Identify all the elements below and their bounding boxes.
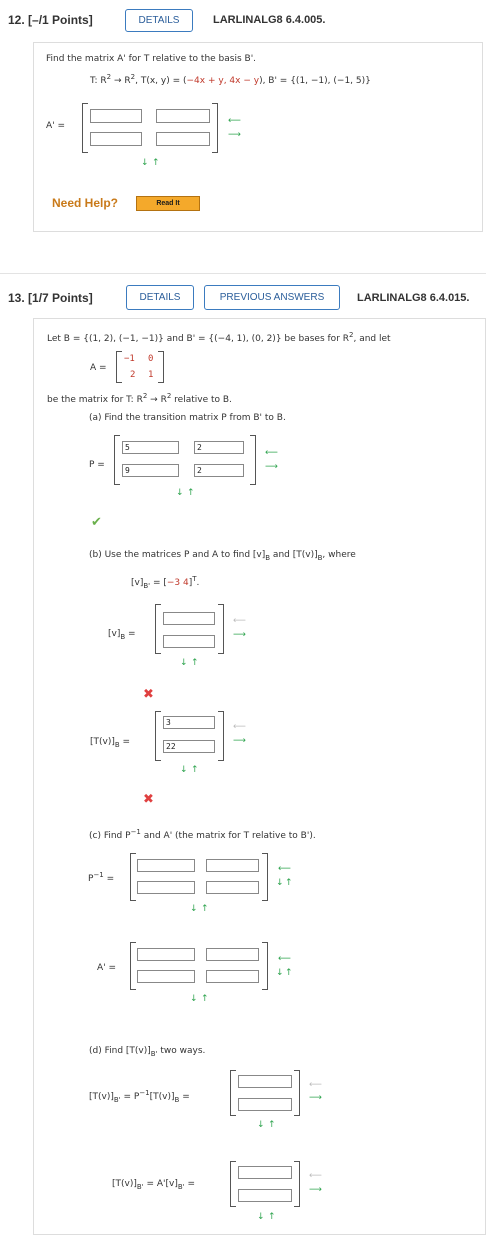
bracket-right: [158, 351, 164, 383]
bracket-right: [218, 711, 224, 761]
arrow-down-icon[interactable]: ↓: [141, 158, 149, 168]
arrow-up-icon[interactable]: ↑: [285, 878, 293, 888]
q12-aprime-12[interactable]: [156, 109, 210, 123]
q13-intro: Let B = {(1, 2), (−1, −1)} and B' = {(−4, 1), (0, 2)} be bases for $R^2$, and let: [47, 331, 391, 344]
q12-number: 12. [–/1 Points]: [8, 13, 93, 27]
arrow-up-icon[interactable]: ↑: [152, 158, 160, 168]
arrow-left-icon[interactable]: ⟵: [233, 722, 246, 732]
q13-number: 13. [1/7 Points]: [8, 291, 93, 305]
bracket-left: [82, 103, 88, 153]
check-icon: ✔: [91, 515, 102, 530]
cross-icon: ✖: [143, 687, 154, 702]
q13-be-the: be the matrix for T: $R^2 \to R^2$ relative to B.: [47, 392, 232, 405]
q13-code: LARLINALG8 6.4.015.: [357, 292, 470, 304]
d1-input-1[interactable]: [238, 1075, 292, 1088]
arrow-right-icon[interactable]: ⟶: [265, 462, 278, 472]
q12-code: LARLINALG8 6.4.005.: [213, 14, 326, 26]
arrow-down-icon[interactable]: ↓: [176, 488, 184, 498]
q12-aprime-21[interactable]: [90, 132, 142, 146]
q13-details-button[interactable]: DETAILS: [126, 285, 194, 310]
arrow-up-icon[interactable]: ↑: [268, 1212, 276, 1222]
pinv-input-12[interactable]: [206, 859, 259, 872]
q12-details-button[interactable]: DETAILS: [125, 9, 193, 32]
bracket-left: [155, 711, 161, 761]
arrow-down-icon[interactable]: ↓: [180, 658, 188, 668]
q13-previous-answers-button[interactable]: PREVIOUS ANSWERS: [204, 285, 340, 310]
matrix-a-11: −1: [124, 354, 135, 364]
q13-p-label: P =: [89, 460, 105, 470]
arrow-right-icon[interactable]: ⟶: [309, 1093, 322, 1103]
arrow-left-icon[interactable]: ⟵: [278, 864, 291, 874]
arrow-left-icon[interactable]: ⟵: [278, 954, 291, 964]
q13-part-d: (d) Find $[T(v)]_{B'}$ two ways.: [89, 1046, 206, 1058]
arrow-up-icon[interactable]: ↑: [191, 658, 199, 668]
arrow-down-icon[interactable]: ↓: [190, 994, 198, 1004]
arrow-down-icon[interactable]: ↓: [190, 904, 198, 914]
aprime-input-12[interactable]: [206, 948, 259, 961]
bracket-right: [262, 853, 268, 901]
q13-vbprime: $[v]_{B'} = [-3$ 4]$^T$.: [131, 575, 200, 590]
arrow-right-icon[interactable]: ⟶: [233, 630, 246, 640]
arrow-down-icon[interactable]: ↓: [257, 1212, 265, 1222]
arrow-down-icon[interactable]: ↓: [276, 968, 284, 978]
bracket-left: [130, 853, 136, 901]
bracket-left: [155, 604, 161, 654]
aprime-input-11[interactable]: [137, 948, 195, 961]
bracket-right: [218, 604, 224, 654]
matrix-a-22: 1: [148, 370, 154, 380]
pinv-input-11[interactable]: [137, 859, 195, 872]
aprime-input-22[interactable]: [206, 970, 259, 983]
q13-part-a: (a) Find the transition matrix P from B' to B.: [89, 413, 286, 423]
arrow-up-icon[interactable]: ↑: [201, 904, 209, 914]
tvb-input-1[interactable]: 3: [163, 716, 215, 729]
p-input-11[interactable]: 5: [122, 441, 179, 454]
d1-input-2[interactable]: [238, 1098, 292, 1111]
question-divider: [0, 273, 486, 274]
q13-d2-label: $[T(v)]_{B'} = A'[v]_{B'}$ =: [112, 1179, 195, 1191]
q12-prompt: Find the matrix A' for T relative to the basis B'.: [46, 54, 257, 64]
p-input-22[interactable]: 2: [194, 464, 244, 477]
cross-icon: ✖: [143, 792, 154, 807]
bracket-right: [294, 1070, 300, 1116]
d2-input-2[interactable]: [238, 1189, 292, 1202]
arrow-left-icon[interactable]: ⟵: [309, 1080, 322, 1090]
bracket-left: [230, 1161, 236, 1207]
q13-pinv-label: $P^{-1}$ =: [88, 871, 115, 884]
tvb-input-2[interactable]: 22: [163, 740, 215, 753]
arrow-left-icon[interactable]: ⟵: [228, 116, 241, 126]
pinv-input-22[interactable]: [206, 881, 259, 894]
arrow-right-icon[interactable]: ⟶: [228, 130, 241, 140]
matrix-a-21: 2: [130, 370, 136, 380]
arrow-up-icon[interactable]: ↑: [201, 994, 209, 1004]
q13-vb-label: $[v]_B$ =: [108, 629, 136, 641]
q13-aprime-label: A' =: [97, 963, 117, 973]
q13-tvb-label: $[T(v)]_B$ =: [90, 737, 131, 749]
q13-a-label: A =: [90, 363, 107, 373]
pinv-input-21[interactable]: [137, 881, 195, 894]
arrow-up-icon[interactable]: ↑: [187, 488, 195, 498]
bracket-left: [230, 1070, 236, 1116]
q12-aprime-22[interactable]: [156, 132, 210, 146]
vb-input-1[interactable]: [163, 612, 215, 625]
q12-need-help: Need Help?: [52, 196, 119, 210]
q12-map: T: $R^2 \to R^2$, T(x, y) = (−4x + y, 4x − y), B' = {(1, −1), (−1, 5)}: [90, 73, 371, 86]
bracket-right: [250, 435, 256, 485]
arrow-right-icon[interactable]: ⟶: [233, 736, 246, 746]
arrow-down-icon[interactable]: ↓: [180, 765, 188, 775]
arrow-down-icon[interactable]: ↓: [276, 878, 284, 888]
arrow-left-icon[interactable]: ⟵: [233, 616, 246, 626]
arrow-right-icon[interactable]: ⟶: [309, 1185, 322, 1195]
q12-aprime-11[interactable]: [90, 109, 142, 123]
aprime-input-21[interactable]: [137, 970, 195, 983]
q12-read-it-button[interactable]: Read It: [136, 196, 200, 211]
q13-part-b: (b) Use the matrices P and A to find $[v]_B$ and $[T(v)]_B$, where: [89, 550, 356, 562]
bracket-left: [116, 351, 122, 383]
bracket-left: [130, 942, 136, 990]
bracket-right: [294, 1161, 300, 1207]
matrix-a-12: 0: [148, 354, 154, 364]
q12-aprime-label: A' =: [46, 121, 66, 131]
bracket-left: [114, 435, 120, 485]
d2-input-1[interactable]: [238, 1166, 292, 1179]
arrow-up-icon[interactable]: ↑: [268, 1120, 276, 1130]
q13-part-c: (c) Find $P^{-1}$ and A' (the matrix for T relative to B').: [89, 828, 316, 841]
arrow-up-icon[interactable]: ↑: [285, 968, 293, 978]
p-input-12[interactable]: 2: [194, 441, 244, 454]
bracket-right: [262, 942, 268, 990]
arrow-up-icon[interactable]: ↑: [191, 765, 199, 775]
p-input-21[interactable]: 9: [122, 464, 179, 477]
arrow-down-icon[interactable]: ↓: [257, 1120, 265, 1130]
vb-input-2[interactable]: [163, 635, 215, 648]
bracket-right: [212, 103, 218, 153]
arrow-left-icon[interactable]: ⟵: [265, 448, 278, 458]
q13-d1-label: $[T(v)]_{B'} = P^{-1}[T(v)]_B$ =: [89, 1089, 190, 1104]
arrow-left-icon[interactable]: ⟵: [309, 1171, 322, 1181]
